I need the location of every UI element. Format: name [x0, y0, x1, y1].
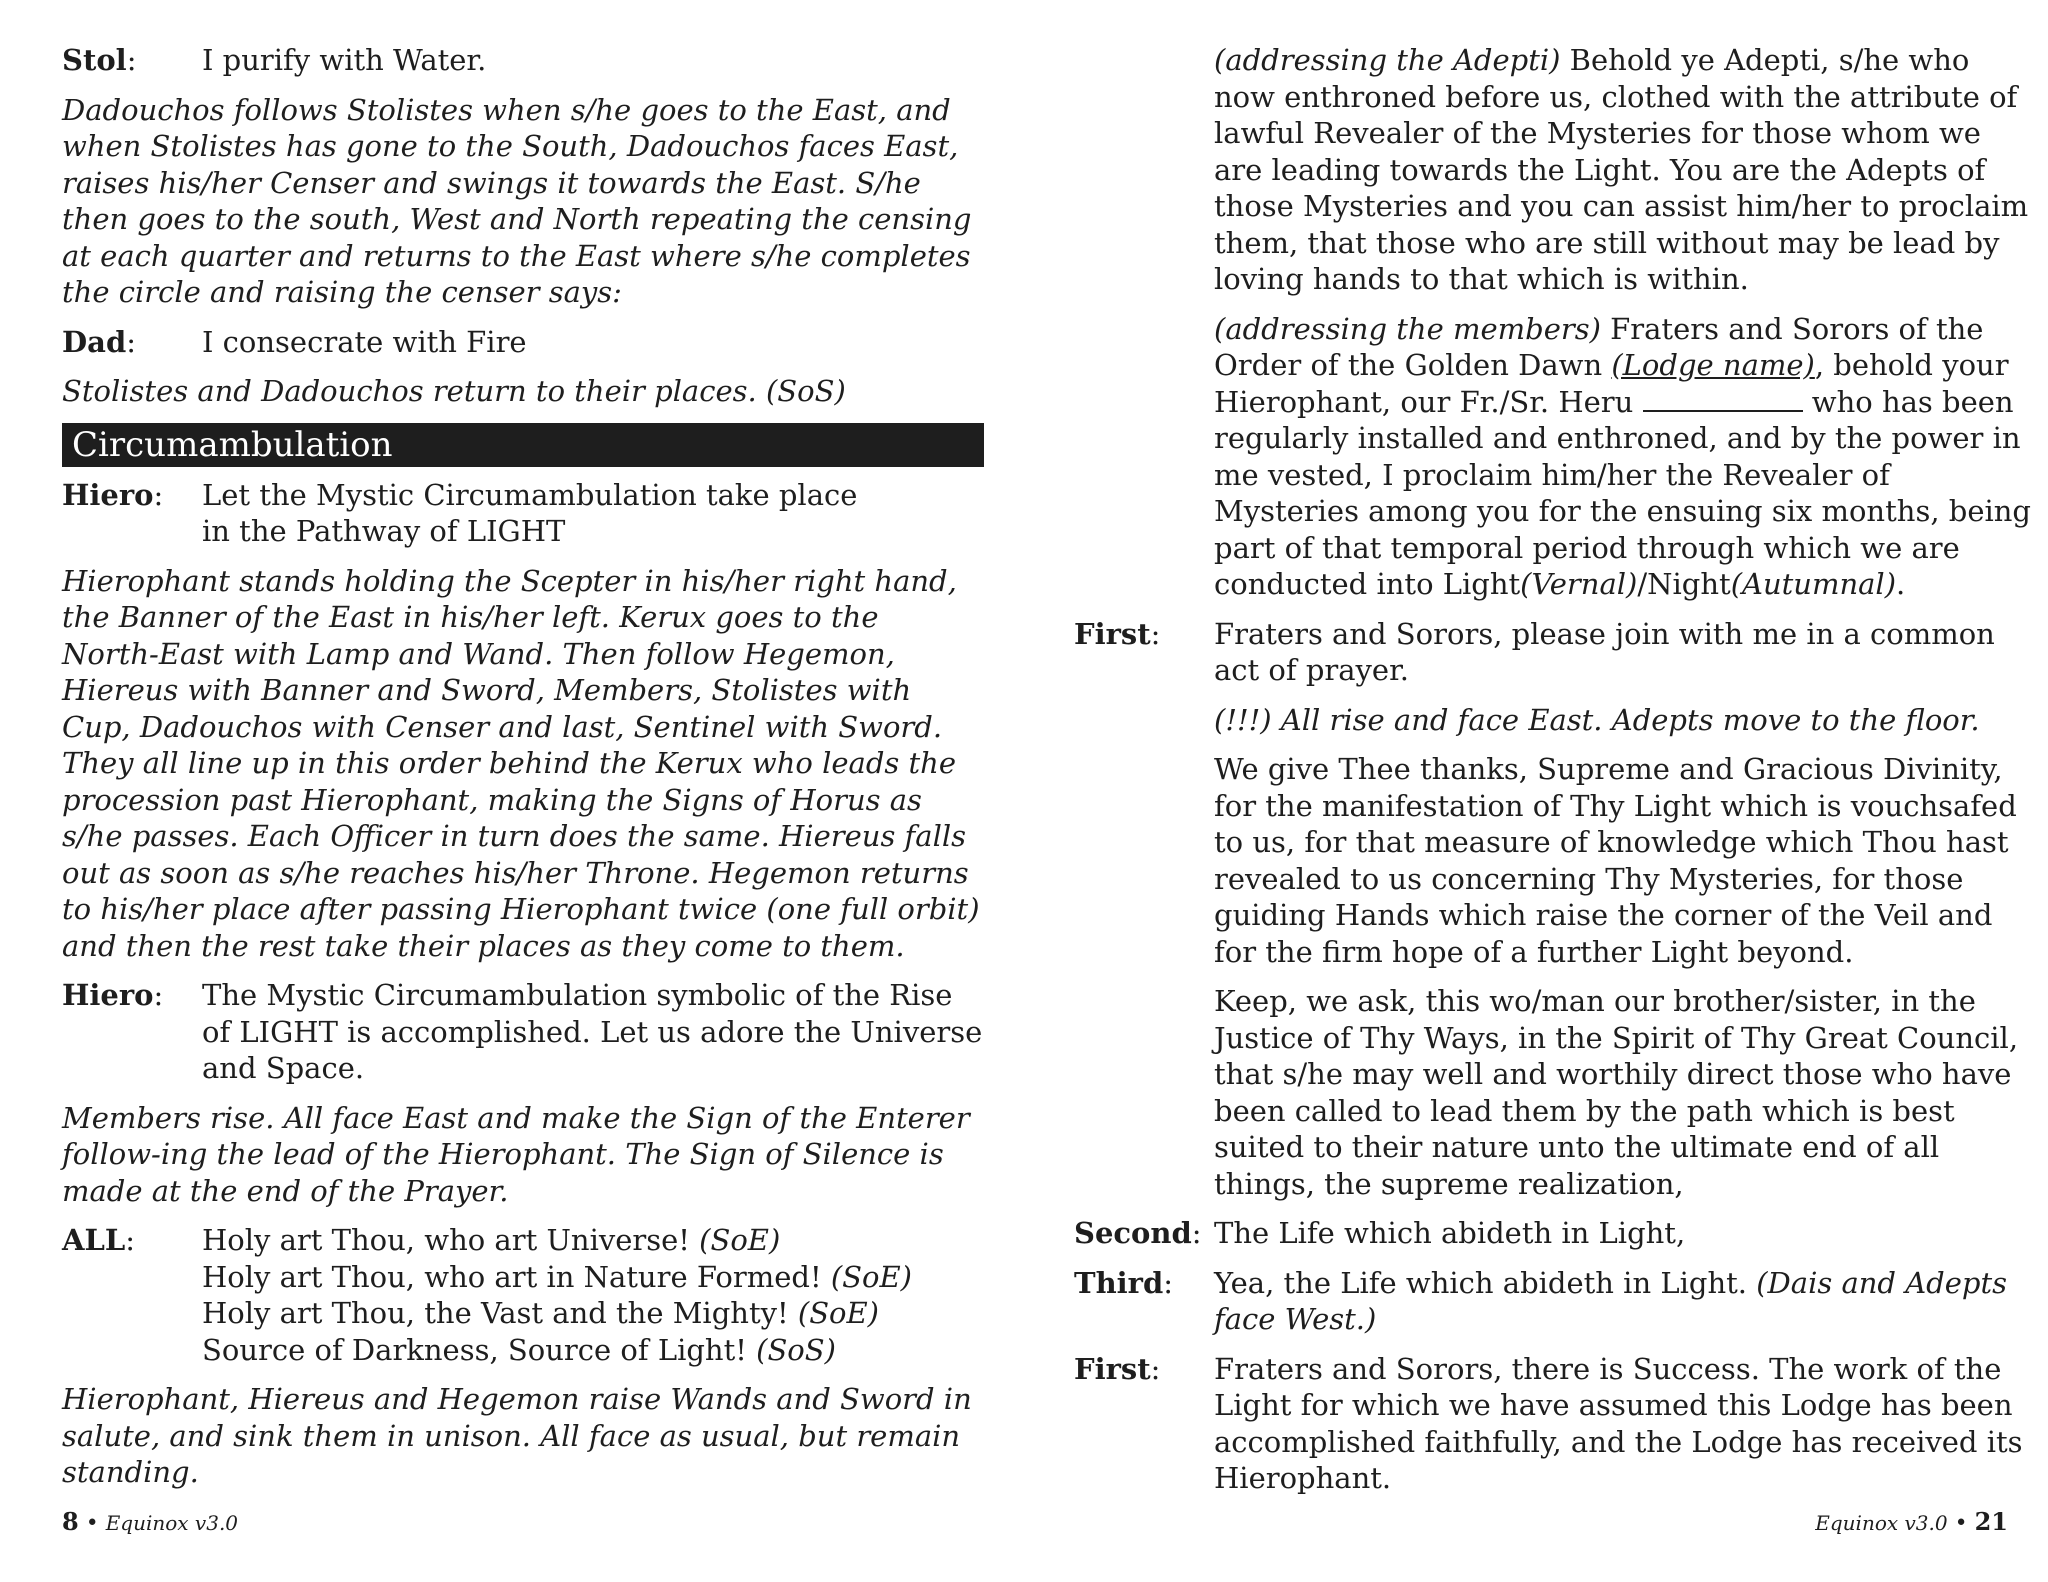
speech-text: I consecrate with Fire	[202, 324, 527, 359]
speech-text: The Life which abideth in Light,	[1214, 1216, 1686, 1250]
page-footer: 8 • Equinox v3.0	[62, 1507, 239, 1536]
adepti-address: (addressing the Adepti) Behold ye Adepti, s/he who now enthroned before us, clothed with the attribute of lawful Revealer of the Mysteries for those whom we are leading towards the Light. You are the Adepts of those Mysteries and you can assist him/her to proclaim them, that those who are still without may be lead by loving hands to that which is within.	[1214, 43, 2029, 296]
speaker-name: Third	[1074, 1265, 1164, 1300]
speech-text: Fraters and Sorors, please join with me in a common act of prayer.	[1214, 616, 1995, 687]
speech-line: Holy art Thou, the Vast and the Mighty! (SoE)	[202, 1296, 879, 1330]
speaker-name: Second	[1074, 1216, 1192, 1250]
hiero-speech: Hiero: Let the Mystic Circumambulation take place in the Pathway of LIGHT	[62, 477, 984, 550]
speech-text: I purify with Water.	[202, 43, 487, 77]
page-number: 8	[62, 1507, 79, 1536]
lodge-name-blank: (Lodge name)	[1611, 348, 1815, 382]
stage-direction: Stolistes and Dadouchos return to their places. (SoS)	[62, 374, 846, 408]
speech-text: The Mystic Circumambulation symbolic of the Rise of LIGHT is accomplished. Let us adore the Universe and Space.	[202, 978, 983, 1085]
speech-line: Source of Darkness, Source of Light! (SoS)	[202, 1332, 836, 1367]
speaker-name: Hiero	[62, 477, 154, 512]
stage-direction: Hierophant stands holding the Scepter in his/her right hand, the Banner of the East in his/her left. Kerux goes to the North-East with Lamp and Wand. Then follow Hegemon, Hiereus with Banner and Sword, Members, Stolistes with Cup, Dadouchos with Censer and last, Sentinel with Sword. They all line up in this order behind the Kerux who leads the procession past Hierophant, making the Signs of Horus as s/he passes. Each Officer in turn does the same. Hiereus falls out as soon as s/he reaches his/her Throne. Hegemon returns to his/her place after passing Hierophant twice (one full orbit) and then the rest take their places as they come to them.	[62, 563, 980, 963]
speaker-name: First	[1074, 616, 1151, 651]
speech-text: Yea, the Life which abideth in Light.	[1214, 1265, 1748, 1300]
members-address: (addressing the members) Fraters and Sorors of the Order of the Golden Dawn (Lodge name), behold your Hierophant, our Fr./Sr. Heru who has been regularly installed and enthroned, and by the power in me vested, I proclaim him/her the Revealer of Mysteries among you for the ensuing six months, being part of that temporal period through which we are conducted into Light(Vernal)/Night(Autumnal).	[1214, 311, 2031, 601]
second-speech: Second: The Life which abideth in Light,	[1074, 1215, 2032, 1252]
left-column	[62, 42, 984, 1504]
sign-note: (SoE)	[797, 1296, 879, 1330]
third-speech: Third: Yea, the Life which abideth in Light. (Dais and Adepts face West.)	[1074, 1265, 2007, 1336]
sign-note: (SoE)	[830, 1259, 912, 1294]
speech-line: Holy art Thou, who art in Nature Formed! (SoE)	[202, 1259, 912, 1294]
section-heading: Circumambulation	[62, 423, 984, 467]
speaker-name: Dad	[62, 324, 127, 359]
speech-text: Fraters and Sorors, there is Success. The work of the Light for which we have assumed this Lodge has been accomplished faithfully, and the Lodge has received its Hierophant.	[1214, 1351, 2023, 1495]
speaker-name: Hiero	[62, 978, 154, 1012]
stage-direction: Dadouchos follows Stolistes when s/he goes to the East, and when Stolistes has gone to the South, Dadouchos faces East, raises his/her Censer and swings it towards the East. S/he then goes to the south, West and North repeating the censing at each quarter and returns to the East where s/he completes the circle and raising the censer says:	[62, 92, 972, 309]
first-speech: First: Fraters and Sorors, there is Success. The work of the Light for which we have assumed this Lodge has been accomplished faithfully, and the Lodge has received its Hierophant.	[1074, 1351, 2032, 1497]
right-page	[1024, 0, 2048, 1582]
prayer-paragraph: Keep, we ask, this wo/man our brother/sister, in the Justice of Thy Ways, in the Spirit of Thy Great Council, that s/he may well and worthily direct those who have been called to lead them by the path which is best suited to their nature unto the ultimate end of all things, the supreme realization,	[1214, 984, 2019, 1201]
publication-title: Equinox v3.0	[1815, 1511, 1948, 1535]
speaker-name: ALL	[62, 1223, 126, 1257]
right-column	[1074, 42, 2032, 1510]
speaker-name: First	[1074, 1351, 1151, 1386]
stage-direction: Hierophant, Hiereus and Hegemon raise Wands and Sword in salute, and sink them in unison. All face as usual, but remain standing.	[62, 1382, 972, 1489]
sign-note: (SoS)	[756, 1332, 836, 1367]
sign-note: (SoE)	[699, 1223, 781, 1257]
prayer-paragraph: We give Thee thanks, Supreme and Gracious Divinity, for the manifestation of Thy Light which is vouchsafed to us, for that measure of knowledge which Thou hast revealed to us concerning Thy Mysteries, for those guiding Hands which raise the corner of the Veil and for the firm hope of a further Light beyond.	[1214, 752, 2017, 969]
first-speech: First: Fraters and Sorors, please join with me in a common act of prayer.	[1074, 616, 2032, 689]
page-number: 21	[1974, 1507, 2008, 1536]
stage-direction: (!!!) All rise and face East. Adepts move to the floor.	[1214, 702, 1980, 737]
speaker-name: Stol	[62, 43, 127, 77]
all-speech: ALL: Holy art Thou, who art Universe! (SoE) Holy art Thou, who art in Nature Formed! (SoE) Holy art Thou, the Vast and the Mighty! (SoE) Source of Darkness, Source of Light! (SoS)	[62, 1222, 984, 1368]
page-footer: Equinox v3.0 • 21	[1815, 1507, 2008, 1536]
hiero-speech: Hiero: The Mystic Circumambulation symbolic of the Rise of LIGHT is accomplished. Let us adore the Universe and Space.	[62, 978, 983, 1085]
dad-speech: Dad: I consecrate with Fire	[62, 324, 984, 361]
stage-direction: Members rise. All face East and make the Sign of the Enterer follow-ing the lead of the Hierophant. The Sign of Silence is made at the end of the Prayer.	[62, 1100, 970, 1208]
speech-line: Let the Mystic Circumambulation take place	[202, 477, 858, 512]
publication-title: Equinox v3.0	[105, 1511, 239, 1535]
speech-line: in the Pathway of LIGHT	[202, 514, 566, 548]
speech-line: Holy art Thou, who art Universe! (SoE)	[202, 1223, 781, 1257]
name-blank	[1643, 386, 1803, 412]
stol-speech: Stol: I purify with Water.	[62, 42, 984, 79]
stage-direction: (Dais and Adepts face West.)	[1214, 1265, 2007, 1336]
